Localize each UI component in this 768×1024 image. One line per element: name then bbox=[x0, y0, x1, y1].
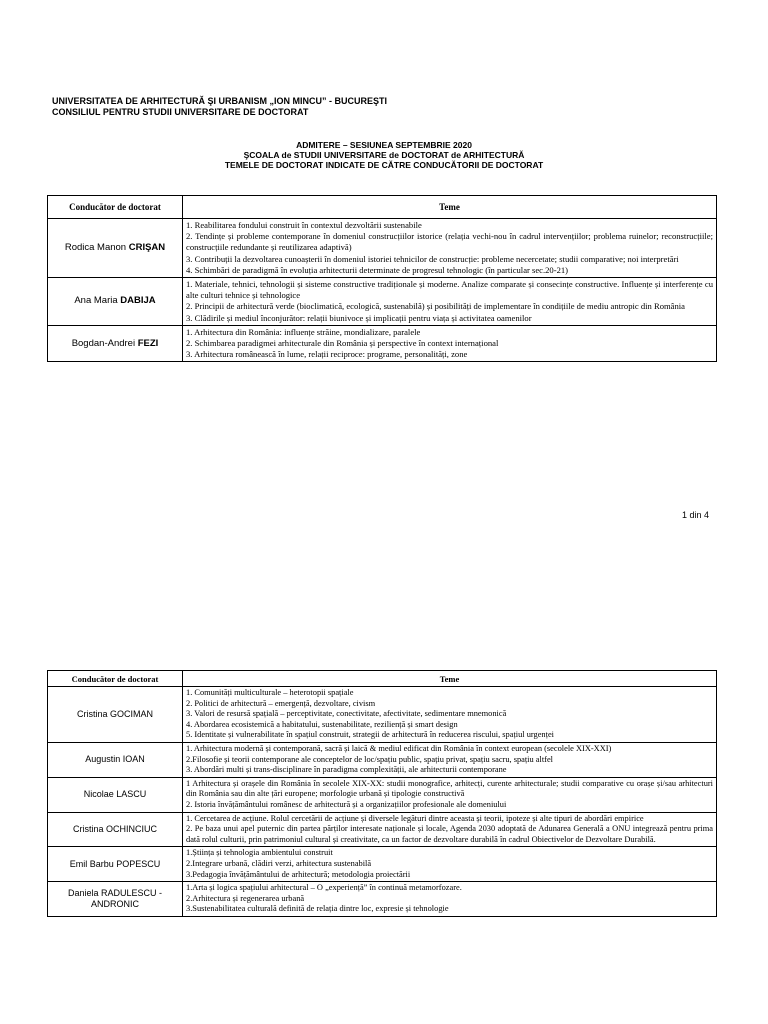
advisor-name bbox=[48, 882, 183, 917]
advisor-first-name: Nicolae LASCU bbox=[83, 789, 147, 800]
document-title bbox=[0, 140, 768, 170]
school-title: ŞCOALA de STUDII UNIVERSITARE de DOCTORAT de ARHITECTURĂ bbox=[243, 150, 525, 160]
topic-item: 2. Pe baza unui apel puternic din partea părților interesate naționale și locale, Agenda 2030 adoptată de Adunarea Generală a ONU integrează pentru prima dată rolul culturii, prin patrimoniul cultural și creativitate, ca un factor de dezvoltare durabilă în cadrul Obiectivelor de Dezvoltare Durabilă. bbox=[186, 824, 713, 844]
themes-table bbox=[47, 670, 717, 917]
table-row bbox=[48, 847, 717, 882]
topic-item: 5. Identitate și vulnerabilitate în spațiul construit, strategii de arhitectură în reducerea riscului, spațiul urgenței bbox=[186, 730, 554, 740]
council-name: CONSILIUL PENTRU STUDII UNIVERSITARE DE DOCTORAT bbox=[52, 107, 309, 117]
table-row bbox=[48, 742, 717, 777]
table-row bbox=[48, 687, 717, 743]
topic-item: 3. Clădirile și mediul înconjurător: relații biunivoce și implicații pentru viața și activitatea oamenilor bbox=[186, 312, 532, 323]
advisor-name bbox=[48, 278, 183, 326]
table-row bbox=[48, 278, 717, 326]
topic-item: 2.Filosofie și teorii contemporane ale conceptelor de loc/spațiu public, spațiu privat, spațiu sacru, spațiu altfel bbox=[186, 754, 553, 764]
topic-item: 4. Schimbări de paradigmă în evoluția arhitecturii determinate de progresul tehnologic (în particular sec.20-21) bbox=[186, 264, 569, 275]
topics-cell bbox=[183, 219, 717, 278]
advisor-last-name: FEZI bbox=[137, 337, 159, 349]
topics-cell bbox=[183, 812, 717, 847]
topic-item: 3. Arhitectura românească în lume, relații reciproce: programe, personalități, zone bbox=[186, 349, 468, 360]
advisor-name bbox=[48, 219, 183, 278]
advisor-name bbox=[48, 777, 183, 812]
themes-column-header: Teme bbox=[183, 196, 717, 219]
table-header-row bbox=[48, 196, 717, 219]
advisor-name bbox=[48, 325, 183, 362]
advisor-name bbox=[48, 687, 183, 743]
topic-item: 2. Tendințe și probleme contemporane în domeniul construcțiilor istorice (relația vechi-nou în cadrul intervențiilor; problema ruinelor; reconstrucțiile; construcțiile redundante și reutilizarea adaptivă) bbox=[186, 231, 713, 253]
page-number: 1 din 4 bbox=[682, 510, 710, 520]
topic-item: 1. Cercetarea de acțiune. Rolul cercetării de acțiune și diversele legături dintre aceasta și teorii, ipoteze și alte tipuri de abordări empirice bbox=[186, 813, 644, 823]
topics-cell bbox=[183, 278, 717, 326]
topics-cell bbox=[183, 325, 717, 362]
themes-column-header: Teme bbox=[183, 671, 717, 687]
topics-cell bbox=[183, 742, 717, 777]
topic-item: 1. Comunități multiculturale – heterotopii spațiale bbox=[186, 688, 354, 697]
topic-item: 1. Reabilitarea fondului construit în contextul dezvoltării sustenabile bbox=[186, 220, 422, 230]
advisor-first-name: Cristina GOCIMAN bbox=[76, 708, 153, 719]
table-body bbox=[48, 219, 717, 362]
advisor-column-header: Conducător de doctorat bbox=[48, 671, 183, 687]
admission-title: ADMITERE – SESIUNEA SEPTEMBRIE 2020 bbox=[296, 140, 472, 150]
advisor-last-name: CRIŞAN bbox=[128, 242, 166, 253]
advisor-first-name: Emil Barbu POPESCU bbox=[69, 858, 161, 869]
advisor-column-header: Conducător de doctorat bbox=[48, 196, 183, 219]
advisor-first-name: Bogdan-Andrei bbox=[71, 337, 138, 349]
themes-table bbox=[47, 195, 717, 362]
topic-item: 2. Schimbarea paradigmei arhitecturale din România și perspective în context internațional bbox=[186, 338, 499, 349]
themes-title: TEMELE DE DOCTORAT INDICATE DE CĂTRE CONDUCĂTORII DE DOCTORAT bbox=[224, 160, 544, 170]
advisor-first-name: Augustin IOAN bbox=[85, 754, 145, 765]
topic-item: 2.Integrare urbană, clădiri verzi, arhitectura sustenabilă bbox=[186, 858, 372, 868]
topic-item: 2. Politici de arhitectură – emergență, dezvoltare, civism bbox=[186, 698, 376, 708]
advisor-first-name: Daniela RADULESCU - ANDRONIC bbox=[67, 887, 163, 909]
table-row bbox=[48, 325, 717, 362]
topic-item: 4. Abordarea ecosistemică a habitatului, sustenabilitate, reziliență și smart design bbox=[186, 719, 458, 729]
topic-item: 3. Valori de resursă spațială – perceptivitate, conectivitate, afectivitate, sedimentare mnemonică bbox=[186, 709, 507, 719]
topics-cell bbox=[183, 687, 717, 743]
table-row bbox=[48, 812, 717, 847]
topic-item: 2. Principii de arhitectură verde (bioclimatică, ecologică, sustenabilă) și posibilități de implementare în condițiile de mediu antropic din România bbox=[186, 301, 685, 312]
table-body bbox=[48, 687, 717, 917]
topics-cell bbox=[183, 882, 717, 917]
topic-item: 3. Abordări multi și trans-disciplinare în paradigma complexității, ale arhitecturii contemporane bbox=[186, 765, 507, 775]
table-row bbox=[48, 777, 717, 812]
topic-item: 2.Arhitectura și regenerarea urbană bbox=[186, 893, 305, 903]
advisor-last-name: DABIJA bbox=[120, 295, 156, 307]
topic-item: 3.Sustenabilitatea culturală definită de relația dintre loc, expresie și tehnologie bbox=[186, 904, 449, 914]
topic-item: 1. Arhitectura din România: influențe străine, mondializare, paralele bbox=[186, 326, 421, 337]
advisor-first-name: Rodica Manon bbox=[64, 242, 129, 253]
page-2 bbox=[0, 618, 768, 1024]
topic-item: 1 Arhitectura și orașele din România în secolele XIX-XX: studii monografice, arhitecți, curente arhitecturale; studii comparative cu orașe și/sau arhitecturi din România sau din alte țări europene; morfologie urbană și tipologie constructivă bbox=[186, 778, 713, 799]
advisor-name bbox=[48, 847, 183, 882]
topic-item: 2. Istoria învățământului românesc de arhitectură și a organizațiilor profesionale ale domeniului bbox=[186, 799, 507, 809]
university-name: UNIVERSITATEA DE ARHITECTURĂ ŞI URBANISM „ION MINCU” - BUCUREŞTI bbox=[52, 96, 387, 106]
institution-header bbox=[52, 96, 387, 118]
table-row bbox=[48, 882, 717, 917]
advisor-name bbox=[48, 812, 183, 847]
page-separator bbox=[0, 610, 768, 618]
topics-cell bbox=[183, 847, 717, 882]
topics-cell bbox=[183, 777, 717, 812]
advisor-first-name: Ana Maria bbox=[74, 295, 121, 307]
topic-item: 1.Știința și tehnologia ambientului construit bbox=[186, 848, 333, 858]
table-row bbox=[48, 219, 717, 278]
topic-item: 3. Contribuții la dezvoltarea cunoașterii în domeniul istoriei tehnicilor de construcție: probleme necercetate; studii comparative; noi interpretări bbox=[186, 253, 679, 264]
topic-item: 1.Arta și logica spațiului arhitectural – O „experiență” în continuă metamorfozare. bbox=[186, 883, 462, 893]
advisor-name bbox=[48, 742, 183, 777]
table-header-row bbox=[48, 671, 717, 687]
topic-item: 1. Arhitectura modernă și contemporană, sacră și laică & mediul edificat din România în context european (secolele XIX-XXI) bbox=[186, 743, 612, 753]
advisor-first-name: Cristina OCHINCIUC bbox=[72, 823, 157, 834]
topic-item: 1. Materiale, tehnici, tehnologii și sisteme constructive tradiționale și moderne. Analize comparate și consecințe constructive. Influențe și interferențe cu alte culturi tehnice și tehnologice bbox=[186, 279, 713, 301]
topic-item: 3.Pedagogia învățământului de arhitectură; metodologia proiectării bbox=[186, 869, 411, 879]
